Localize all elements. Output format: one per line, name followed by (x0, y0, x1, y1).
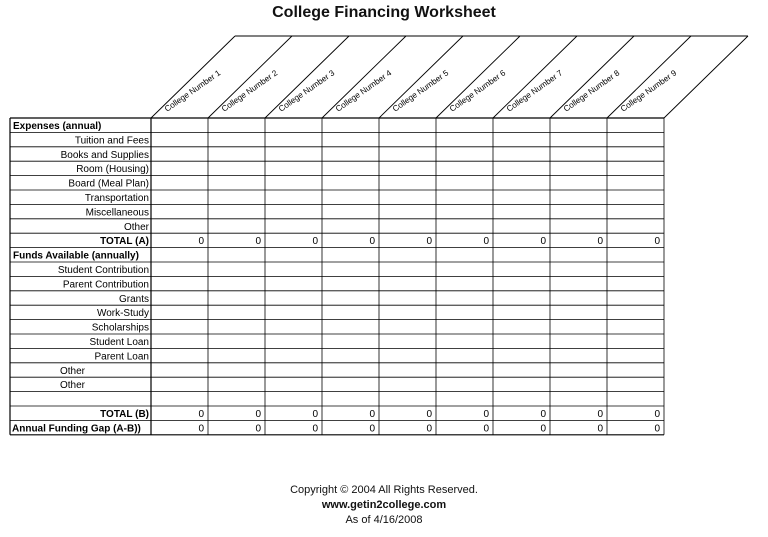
total-label: TOTAL (A) (100, 236, 149, 248)
college-column-header: College Number 8 (561, 68, 622, 114)
college-column-header: College Number 2 (219, 68, 280, 114)
total-value-cell: 0 (540, 409, 546, 420)
row-label: Parent Contribution (62, 279, 149, 291)
section-heading: Funds Available (annually) (13, 250, 139, 262)
header-slant-line (664, 36, 748, 118)
row-label: Room (Housing) (76, 164, 149, 176)
row-label: Board (Meal Plan) (68, 178, 149, 190)
row-label: Transportation (84, 193, 149, 204)
total-value-cell: 0 (540, 236, 546, 248)
total-value-cell: 0 (369, 423, 375, 435)
total-value-cell: 0 (654, 409, 660, 420)
row-label: Grants (118, 293, 149, 305)
total-value-cell: 0 (369, 409, 375, 420)
row-label: Student Loan (89, 337, 149, 348)
total-value-cell: 0 (312, 423, 318, 435)
total-value-cell: 0 (654, 236, 660, 248)
college-column-header: College Number 7 (504, 68, 565, 114)
row-label: Student Contribution (57, 265, 149, 276)
total-value-cell: 0 (597, 236, 603, 248)
total-value-cell: 0 (198, 409, 204, 420)
total-value-cell: 0 (312, 236, 318, 248)
college-column-header: College Number 1 (162, 68, 223, 114)
row-label: Tuition and Fees (74, 135, 149, 147)
row-label: Scholarships (91, 322, 149, 334)
college-column-header: College Number 5 (390, 68, 451, 114)
page-title: College Financing Worksheet (272, 4, 496, 21)
row-label-other: Other (60, 380, 86, 392)
row-label: Books and Supplies (60, 149, 149, 161)
total-value-cell: 0 (597, 423, 603, 435)
copyright-text: Copyright © 2004 All Rights Reserved. (290, 484, 478, 496)
total-value-cell: 0 (369, 236, 375, 248)
total-value-cell: 0 (654, 423, 660, 435)
college-column-header: College Number 9 (618, 68, 679, 114)
total-value-cell: 0 (198, 423, 204, 435)
row-label: Parent Loan (94, 351, 149, 363)
section-heading: Expenses (annual) (13, 121, 102, 132)
total-value-cell: 0 (312, 409, 318, 420)
total-value-cell: 0 (483, 409, 489, 420)
as-of-date: As of 4/16/2008 (345, 514, 423, 526)
funding-gap-label: Annual Funding Gap (A-B)) (12, 423, 141, 435)
college-column-header: College Number 4 (333, 68, 394, 114)
total-value-cell: 0 (198, 236, 204, 248)
total-value-cell: 0 (426, 423, 432, 435)
total-value-cell: 0 (483, 423, 489, 435)
total-value-cell: 0 (255, 423, 261, 435)
total-value-cell: 0 (597, 409, 603, 420)
total-label: TOTAL (B) (100, 409, 149, 420)
college-column-header: College Number 6 (447, 68, 508, 114)
total-value-cell: 0 (426, 236, 432, 248)
college-column-header: College Number 3 (276, 68, 337, 114)
row-label: Miscellaneous (85, 207, 149, 219)
total-value-cell: 0 (255, 236, 261, 248)
row-label: Other (123, 221, 149, 233)
total-value-cell: 0 (426, 409, 432, 420)
row-label-other: Other (60, 365, 86, 377)
total-value-cell: 0 (483, 236, 489, 248)
row-label: Work-Study (96, 308, 149, 320)
total-value-cell: 0 (540, 423, 546, 435)
total-value-cell: 0 (255, 409, 261, 420)
website-link[interactable]: www.getin2college.com (321, 499, 447, 511)
